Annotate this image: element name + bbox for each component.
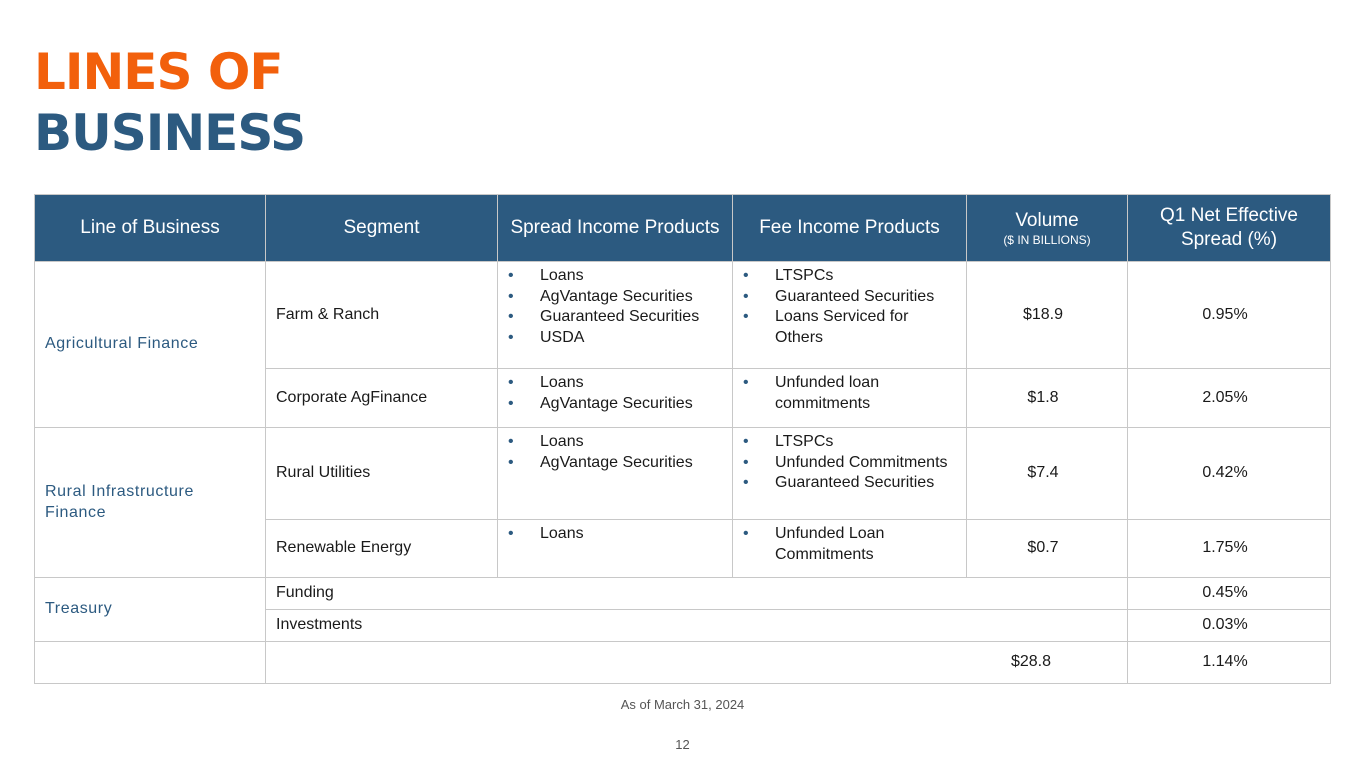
list-item: • Guaranteed Securities [506,307,726,328]
list-item: • Guaranteed Securities [741,287,960,308]
page-title [34,42,305,164]
segment-cell: Farm & Ranch [266,262,498,369]
volume-cell: $0.7 [967,520,1128,578]
volume-cell: $7.4 [967,428,1128,520]
list-item: • AgVantage Securities [506,287,726,308]
list-item: • Unfunded loan commitments [741,373,960,414]
fee-products-list [741,524,960,565]
fee-products-list [741,373,960,414]
spread-products-list [506,524,726,545]
total-empty-cell [35,642,266,684]
segment-cell: Rural Utilities [266,428,498,520]
segment-cell: Corporate AgFinance [266,369,498,428]
table-row [35,428,1331,520]
header-row [35,195,1331,262]
page-number: 12 [675,737,690,752]
list-item: • USDA [506,328,726,349]
fee-products-list [741,266,960,348]
spread-cell: 0.42% [1128,428,1331,520]
lines-of-business-table [34,194,1331,684]
segment-cell: Funding [266,578,1128,610]
volume-cell: $1.8 [967,369,1128,428]
header-spread: Q1 Net Effective Spread (%) [1128,195,1331,262]
lob-cell: Treasury [35,578,266,642]
spread-cell: 0.45% [1128,578,1331,610]
title-line-1: LINES OF [34,43,283,101]
list-item: • Loans Serviced for Others [741,307,960,348]
spread-products-cell [498,369,733,428]
spread-cell: 2.05% [1128,369,1331,428]
spread-products-list [506,373,726,414]
header-volume-sub: ($ IN BILLIONS) [1003,233,1091,247]
footnote: As of March 31, 2024 [620,697,745,712]
list-item: • Loans [506,266,726,287]
header-line-of-business: Line of Business [35,195,266,262]
fee-products-cell [733,520,967,578]
spread-products-cell [498,428,733,520]
table-row [35,578,1331,610]
volume-cell: $18.9 [967,262,1128,369]
title-line-2: BUSINESS [34,104,306,162]
list-item: • Loans [506,524,726,545]
spread-products-list [506,266,726,348]
spread-products-cell [498,262,733,369]
list-item: • AgVantage Securities [506,394,726,415]
spread-cell: 1.75% [1128,520,1331,578]
header-segment: Segment [266,195,498,262]
table-row [35,262,1331,369]
header-spread-income: Spread Income Products [498,195,733,262]
header-fee-income: Fee Income Products [733,195,967,262]
list-item: • Loans [506,373,726,394]
list-item: • LTSPCs [741,432,960,453]
spread-cell: 0.95% [1128,262,1331,369]
fee-products-list [741,432,960,494]
list-item: • LTSPCs [741,266,960,287]
fee-products-cell [733,262,967,369]
spread-products-list [506,432,726,473]
lob-cell: Rural Infrastructure Finance [35,428,266,578]
header-volume [967,195,1128,262]
total-row [35,642,1331,684]
list-item: • Loans [506,432,726,453]
header-volume-label: Volume [1015,210,1079,231]
fee-products-cell [733,369,967,428]
total-volume-cell: $28.8 [266,642,1128,684]
list-item: • Guaranteed Securities [741,473,960,494]
spread-cell: 0.03% [1128,610,1331,642]
list-item: • Unfunded Loan Commitments [741,524,960,565]
lob-cell: Agricultural Finance [35,262,266,428]
list-item: • AgVantage Securities [506,453,726,474]
segment-cell: Investments [266,610,1128,642]
spread-products-cell [498,520,733,578]
list-item: • Unfunded Commitments [741,453,960,474]
fee-products-cell [733,428,967,520]
segment-cell: Renewable Energy [266,520,498,578]
total-spread-cell: 1.14% [1128,642,1331,684]
